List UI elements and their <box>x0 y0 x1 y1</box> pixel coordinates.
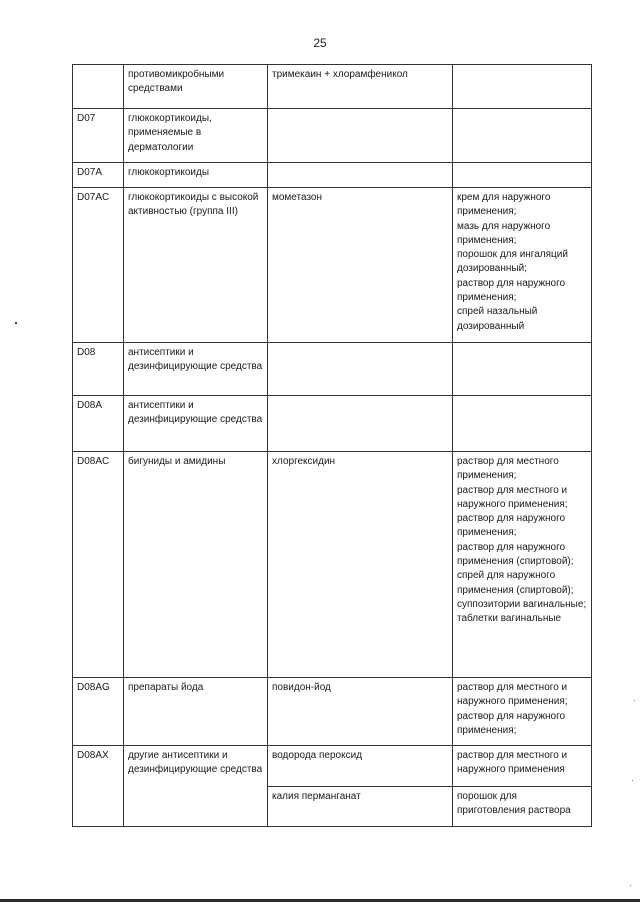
medicine-name-cell: хлоргексидин <box>268 452 453 678</box>
table-row <box>73 746 592 787</box>
table-row <box>73 163 592 188</box>
table-row <box>73 188 592 343</box>
page-number: 25 <box>313 36 327 50</box>
dosage-forms-cell <box>453 65 592 109</box>
scan-speck <box>634 700 635 701</box>
dosage-forms-cell: раствор для местного и наружного применения <box>453 746 592 787</box>
scan-speck <box>632 780 633 781</box>
medicine-name-cell: тримекаин + хлорамфеникол <box>268 65 453 109</box>
dosage-forms-cell <box>453 343 592 396</box>
medicine-name-cell <box>268 163 453 188</box>
atc-code-cell: D08AC <box>73 452 124 678</box>
table-row <box>73 678 592 746</box>
atc-code-cell: D08AX <box>73 746 124 827</box>
medicine-name-cell <box>268 343 453 396</box>
anatomical-therapeutic-group-cell: бигуниды и амидины <box>124 452 268 678</box>
table-row <box>73 452 592 678</box>
medicine-name-cell: калия перманганат <box>268 787 453 827</box>
scan-bottom-edge <box>0 899 640 902</box>
dosage-forms-cell <box>453 163 592 188</box>
atc-code-cell <box>73 65 124 109</box>
atc-code-cell: D08A <box>73 396 124 452</box>
table-row <box>73 343 592 396</box>
atc-code-cell: D07AC <box>73 188 124 343</box>
scan-speck <box>630 885 631 886</box>
medicine-name-cell: повидон-йод <box>268 678 453 746</box>
table-row <box>73 109 592 163</box>
medicine-name-cell: водорода пероксид <box>268 746 453 787</box>
dosage-forms-cell: раствор для местного применения; раствор для местного и наружного применения; раствор для наружного применения; раствор для наружного применения (спиртовой); спрей для наружного применения (спиртовой); суппозитории вагинальные; таблетки вагинальные <box>453 452 592 678</box>
dosage-forms-cell: раствор для местного и наружного применения; раствор для наружного применения; <box>453 678 592 746</box>
table-row <box>73 65 592 109</box>
anatomical-therapeutic-group-cell: глюкокортикоиды <box>124 163 268 188</box>
atc-code-cell: D08 <box>73 343 124 396</box>
dosage-forms-cell <box>453 109 592 163</box>
anatomical-therapeutic-group-cell: противомикробными средствами <box>124 65 268 109</box>
dosage-forms-cell: крем для наружного применения; мазь для наружного применения; порошок для ингаляций дозированный; раствор для наружного применения; спрей назальный дозированный <box>453 188 592 343</box>
medicine-name-cell <box>268 109 453 163</box>
anatomical-therapeutic-group-cell: глюкокортикоиды, применяемые в дерматологии <box>124 109 268 163</box>
anatomical-therapeutic-group-cell: глюкокортикоиды с высокой активностью (группа III) <box>124 188 268 343</box>
medicine-name-cell <box>268 396 453 452</box>
drug-classification-table <box>72 64 592 827</box>
scan-dot <box>15 322 17 324</box>
anatomical-therapeutic-group-cell: антисептики и дезинфицирующие средства <box>124 396 268 452</box>
atc-code-cell: D08AG <box>73 678 124 746</box>
anatomical-therapeutic-group-cell: другие антисептики и дезинфицирующие средства <box>124 746 268 827</box>
medicine-name-cell: мометазон <box>268 188 453 343</box>
dosage-forms-cell <box>453 396 592 452</box>
table-row <box>73 396 592 452</box>
atc-code-cell: D07A <box>73 163 124 188</box>
dosage-forms-cell: порошок для приготовления раствора <box>453 787 592 827</box>
anatomical-therapeutic-group-cell: препараты йода <box>124 678 268 746</box>
atc-code-cell: D07 <box>73 109 124 163</box>
anatomical-therapeutic-group-cell: антисептики и дезинфицирующие средства <box>124 343 268 396</box>
